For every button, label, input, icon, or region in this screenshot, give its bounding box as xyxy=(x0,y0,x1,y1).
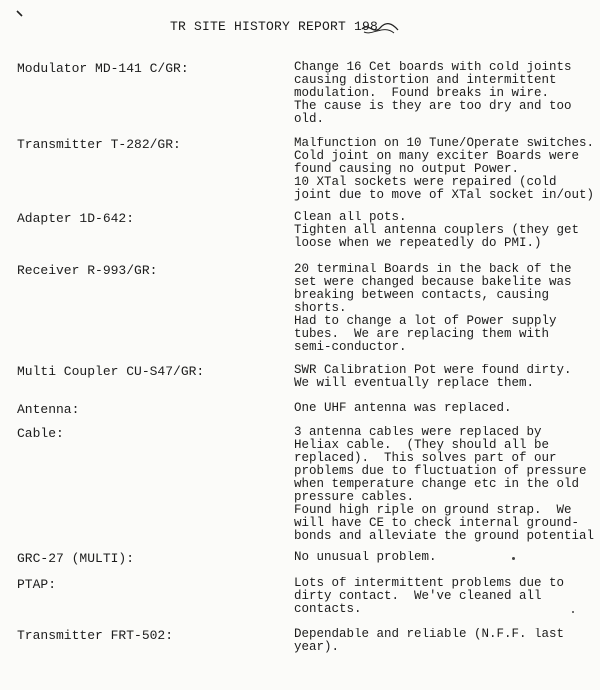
entry-item: Transmitter T-282/GR: xyxy=(17,137,181,152)
corner-mark xyxy=(16,10,24,18)
entry-item: Adapter 1D-642: xyxy=(17,211,135,226)
entry-item: Modulator MD-141 C/GR: xyxy=(17,61,189,76)
entry-description: Dependable and reliable (N.F.F. last year). xyxy=(294,628,565,654)
entry-description: SWR Calibration Pot were found dirty. We will eventually replace them. xyxy=(294,364,572,390)
entry-description: No unusual problem. xyxy=(294,551,437,564)
entry-item: Receiver R-993/GR: xyxy=(17,263,158,278)
ink-speck xyxy=(512,557,515,560)
page-title: TR SITE HISTORY REPORT 198 xyxy=(170,19,379,34)
entry-item: Multi Coupler CU-S47/GR: xyxy=(17,364,205,379)
entry-description: Malfunction on 10 Tune/Operate switches. Cold joint on many exciter Boards were found causing no output Power. 10 XTal sockets were repaired (cold joint due to move of XTal socket in/out) xyxy=(294,137,595,202)
ink-speck xyxy=(572,611,574,613)
entry-item: PTAP: xyxy=(17,577,57,592)
entry-description: Change 16 Cet boards with cold joints causing distortion and intermittent modulation. Found breaks in wire. The cause is they are too dry and too old. xyxy=(294,61,572,126)
entry-item: GRC-27 (MULTI): xyxy=(17,551,135,566)
entry-description: 20 terminal Boards in the back of the set were changed because bakelite was breaking between contacts, causing shorts. Had to change a lot of Power supply tubes. We are replacing them with semi-conductor. xyxy=(294,263,572,354)
entry-description: Clean all pots. Tighten all antenna couplers (they get loose when we repeatedly do PMI.) xyxy=(294,211,580,250)
entry-description: One UHF antenna was replaced. xyxy=(294,402,512,415)
handwritten-scrawl xyxy=(360,20,400,38)
entry-description: Lots of intermittent problems due to dirty contact. We've cleaned all contacts. xyxy=(294,577,565,616)
entry-item: Transmitter FRT-502: xyxy=(17,628,174,643)
entry-item: Antenna: xyxy=(17,402,80,417)
entry-description: 3 antenna cables were replaced by Heliax cable. (They should all be replaced). This solves part of our problems due to fluctuation of pressure when temperature change etc in the old pressure cables. Found high riple on ground strap. We will have CE to check internal ground- bonds and alleviate the ground potential xyxy=(294,426,595,543)
entry-item: Cable: xyxy=(17,426,64,441)
